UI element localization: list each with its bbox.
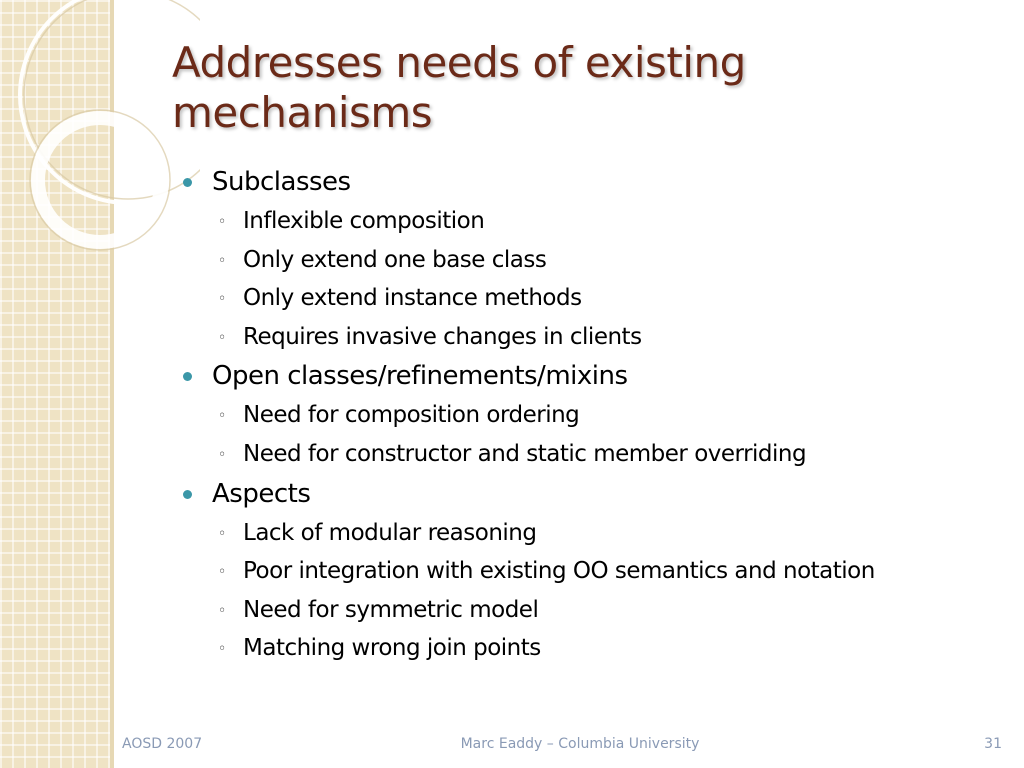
bullet-level2	[180, 553, 1000, 592]
bullet-list	[180, 163, 1000, 669]
bullet-text: Subclasses	[212, 167, 351, 197]
footer-author: Marc Eaddy – Columbia University	[460, 736, 700, 752]
bullet-level2	[180, 630, 1000, 669]
bullet-circle-icon: ◦	[218, 641, 226, 658]
bullet-dot-icon	[183, 372, 192, 381]
bullet-text: Open classes/refinements/mixins	[212, 361, 628, 392]
bullet-circle-icon: ◦	[218, 564, 226, 581]
bullet-text: Need for composition ordering	[243, 402, 580, 429]
bullet-text: Aspects	[212, 478, 311, 509]
bullet-text: Need for constructor and static member overriding	[243, 440, 807, 467]
bullet-circle-icon: ◦	[218, 408, 226, 425]
bullet-level2	[180, 592, 1000, 631]
bullet-circle-icon: ◦	[218, 214, 226, 230]
bullet-circle-icon: ◦	[218, 329, 226, 346]
slide-number: 31	[984, 736, 1002, 752]
decorative-rings	[0, 0, 200, 300]
bullet-dot-icon	[183, 178, 192, 187]
bullet-level2	[180, 515, 1000, 554]
bullet-text: Only extend one base class	[243, 246, 547, 273]
bullet-text: Poor integration with existing OO semantics and notation	[243, 558, 875, 585]
bullet-level2	[180, 242, 1000, 281]
bullet-text: Only extend instance methods	[243, 285, 582, 312]
bullet-circle-icon: ◦	[218, 291, 226, 308]
bullet-level2	[180, 436, 1000, 475]
bullet-circle-icon: ◦	[218, 525, 226, 542]
bullet-text: Matching wrong join points	[243, 635, 541, 662]
bullet-circle-icon: ◦	[218, 252, 226, 269]
bullet-circle-icon: ◦	[218, 446, 226, 463]
bullet-text: Lack of modular reasoning	[243, 519, 537, 546]
bullet-text: Requires invasive changes in clients	[243, 323, 642, 350]
bullet-text: Inflexible composition	[243, 208, 485, 234]
bullet-level1	[180, 475, 1000, 515]
bullet-circle-icon: ◦	[218, 602, 226, 619]
footer-conference: AOSD 2007	[122, 736, 203, 752]
bullet-dot-icon	[183, 490, 192, 499]
bullet-level1	[180, 357, 1000, 397]
bullet-level2	[180, 280, 1000, 319]
bullet-level2	[180, 397, 1000, 436]
bullet-text: Need for symmetric model	[243, 596, 539, 623]
bullet-level1	[180, 163, 1000, 203]
slide-title: Addresses needs of existing mechanisms	[172, 38, 746, 138]
bullet-level2	[180, 203, 1000, 242]
bullet-level2	[180, 319, 1000, 358]
